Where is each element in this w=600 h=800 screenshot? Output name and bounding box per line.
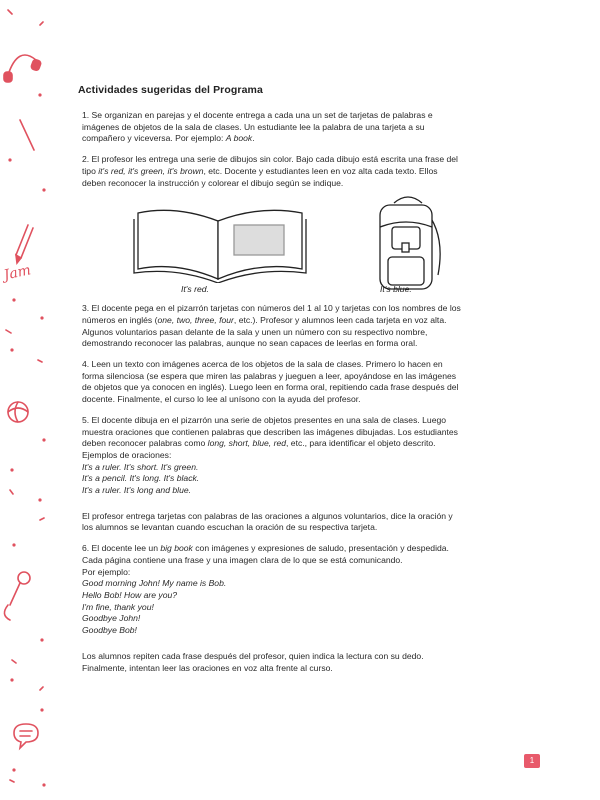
text-italic: Goodbye Bob! [82, 625, 137, 636]
text-line [82, 438, 533, 450]
pencil-icon [20, 120, 34, 150]
margin-doodles [0, 0, 60, 800]
text-line: 5. El docente dibuja en el pizarrón una serie de objetos presentes en una sala de clases. Luego [82, 414, 447, 425]
example-line [82, 613, 533, 625]
text-line [82, 166, 533, 178]
open-book-illustration [132, 199, 312, 283]
activity-1 [82, 110, 533, 145]
book-caption: It's red. [181, 284, 209, 295]
backpack-caption: It's blue. [380, 284, 412, 295]
text-span: con imágenes y expresiones de saludo, presentación y despedida. [192, 543, 449, 554]
text-italic: one, two, three, four [157, 314, 234, 325]
text-italic: It's a ruler. It's long and blue. [82, 485, 192, 496]
example-line [82, 473, 533, 485]
text-italic: A book [225, 133, 253, 144]
text-line: El profesor entrega tarjetas con palabras de las oraciones a algunos voluntarios, dice la oración y [82, 510, 453, 521]
text-line: Cada página contiene una frase y una imagen clara de lo que se está comunicando. [82, 554, 403, 565]
text-line: los alumnos se levantan cuando escuchan la oración de su respectiva tarjeta. [82, 522, 378, 533]
example-line [82, 462, 533, 474]
example-line [82, 590, 533, 602]
activity-5 [82, 415, 533, 497]
text-line: Finalmente, intentan leer las oraciones en voz alta frente al curso. [82, 662, 333, 673]
activity-6 [82, 543, 533, 637]
text-italic: Hello Bob! How are you? [82, 589, 178, 600]
text-italic: It's a pencil. It's long. It's black. [82, 473, 200, 484]
activity-5-followup [82, 511, 533, 534]
text-line [82, 543, 533, 555]
activity-2 [82, 154, 533, 189]
text-italic: I'm fine, thank you! [82, 601, 154, 612]
text-line: 1. Se organizan en parejas y el docente entrega a cada una un set de tarjetas de palabras e [82, 110, 433, 120]
text-line: Algunos voluntarios pasan delante de la sala y unen un número con su respectivo nombre, [82, 326, 428, 337]
text-span: tipo [82, 165, 99, 176]
text-span: , etc.). Profesor y alumnos leen cada tarjeta en voz alta. [233, 314, 447, 325]
example-line [82, 485, 533, 497]
text-line: forma silenciosa (se espera que miren las palabras y jueguen a leer, apoyándose en las imágenes [82, 370, 457, 381]
text-span: , etc. Docente y estudiantes leen en voz alta cada texto. Ellos [203, 165, 438, 176]
text-line: 3. El docente pega en el pizarrón tarjetas con números del 1 al 10 y tarjetas con los nombres de los [82, 303, 461, 314]
text-line: imágenes de objetos de la sala de clases. Un estudiante lee la palabra de una tarjeta a su [82, 121, 425, 132]
activity-4 [82, 359, 533, 406]
speech-bubble-icon [14, 724, 38, 748]
text-line: deben reconocer la instrucción y colorear el dibujo según se indique. [82, 177, 344, 188]
headphones-icon [4, 55, 41, 82]
document-body [78, 84, 533, 683]
microphone-icon [4, 572, 30, 620]
text-italic: Goodbye John! [82, 613, 141, 624]
text-span: , etc., para identificar el objeto descrito. [286, 438, 436, 449]
text-italic: big book [160, 543, 193, 554]
text-line: muestra oraciones que contienen palabras que describen las imágenes dibujadas. Los estudiantes [82, 426, 458, 437]
text-italic: Good morning John! My name is Bob. [82, 578, 227, 589]
text-line: demostrando reconocer las palabras, aunque no sean capaces de leerlas en forma oral. [82, 338, 418, 349]
text-line: de objetos que ya conocen en inglés). Luego leen en forma oral, repitiendo cada frase después del [82, 382, 459, 393]
closing-paragraph [82, 651, 533, 674]
text-line [82, 133, 533, 145]
text-span: compañero y viceversa. Por ejemplo: [82, 133, 226, 144]
text-line: Ejemplos de oraciones: [82, 449, 172, 460]
text-italic: it's red, it's green, it's brown [98, 165, 204, 176]
text-span: . [252, 133, 255, 144]
text-span: números en inglés ( [82, 314, 158, 325]
text-line: Por ejemplo: [82, 566, 131, 577]
text-line: Los alumnos repiten cada frase después del profesor, quien indica la lectura con su dedo. [82, 650, 424, 661]
illustrations [78, 191, 533, 297]
text-italic: long, short, blue, red [207, 438, 287, 449]
page-number-badge: 1 [524, 754, 540, 768]
backpack-illustration [368, 193, 448, 293]
text-span: 6. El docente lee un [82, 543, 161, 554]
text-span: deben reconocer palabras como [82, 438, 208, 449]
section-title: Actividades sugeridas del Programa [78, 84, 263, 96]
pencil-icon [16, 225, 33, 263]
text-line: docente. Finalmente, el curso lo lee al unísono con la ayuda del profesor. [82, 394, 361, 405]
example-line [82, 602, 533, 614]
globe-icon [8, 402, 28, 422]
example-line [82, 578, 533, 590]
text-italic: It's a ruler. It's short. It's green. [82, 461, 199, 472]
activity-3 [82, 303, 533, 350]
text-line: 4. Leen un texto con imágenes acerca de los objetos de la sala de clases. Primero lo hacen en [82, 359, 443, 370]
example-line [82, 625, 533, 637]
text-line [82, 315, 533, 327]
doodle-jam-text: Jam [2, 262, 33, 284]
text-line: 2. El profesor les entrega una serie de dibujos sin color. Bajo cada dibujo está escrita una frase del [82, 154, 458, 165]
